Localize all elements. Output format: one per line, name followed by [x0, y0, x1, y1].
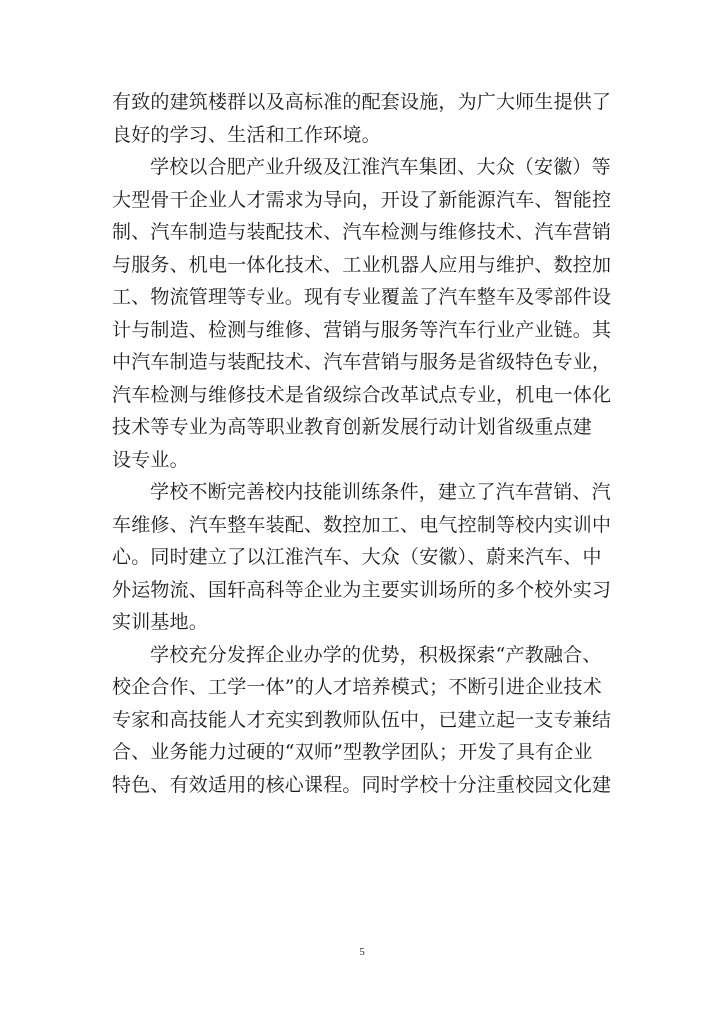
text-line: 工、物流管理等专业。现有专业覆盖了汽车整车及零部件设 [112, 286, 612, 308]
text-line: 大型骨干企业人才需求为导向，开设了新能源汽车、智能控 [112, 188, 612, 211]
text-line: 中汽车制造与装配技术、汽车营销与服务是省级特色专业， [112, 351, 612, 373]
text-line: 学校充分发挥企业办学的优势，积极探索“产教融合、 [150, 643, 602, 666]
text-line: 有致的建筑楼群以及高标准的配套设施，为广大师生提供了 [112, 91, 612, 113]
text-line: 汽车检测与维修技术是省级综合改革试点专业，机电一体化 [112, 383, 612, 406]
text-line: 制、汽车制造与装配技术、汽车检测与维修技术、汽车营销 [112, 221, 612, 243]
text-line: 专家和高技能人才充实到教师队伍中，已建立起一支专兼结 [112, 708, 612, 731]
text-line: 设专业。 [112, 448, 189, 471]
text-line: 学校不断完善校内技能训练条件，建立了汽车营销、汽 [150, 481, 611, 503]
text-line: 校企合作、工学一体”的人才培养模式；不断引进企业技术 [112, 676, 602, 698]
text-line: 与服务、机电一体化技术、工业机器人应用与维护、数控加 [112, 253, 612, 276]
text-line: 车维修、汽车整车装配、数控加工、电气控制等校内实训中 [112, 513, 612, 536]
text-line: 计与制造、检测与维修、营销与服务等汽车行业产业链。其 [112, 318, 612, 341]
body-text [112, 86, 622, 801]
text-line: 合、业务能力过硬的“双师”型教学团队；开发了具有企业 [112, 741, 593, 763]
text-line: 良好的学习、生活和工作环境。 [112, 123, 381, 146]
text-line: 实训基地。 [112, 611, 209, 633]
text-line: 心。同时建立了以江淮汽车、大众（安徽）、蔚来汽车、中 [112, 546, 602, 568]
text-line: 特色、有效适用的核心课程。同时学校十分注重校园文化建 [112, 773, 612, 796]
page-number: 5 [359, 946, 365, 958]
text-line: 技术等专业为高等职业教育创新发展行动计划省级重点建 [112, 416, 593, 438]
text-line: 学校以合肥产业升级及江淮汽车集团、大众（安徽）等 [150, 156, 611, 178]
text-line: 外运物流、国轩高科等企业为主要实训场所的多个校外实习 [112, 578, 612, 601]
